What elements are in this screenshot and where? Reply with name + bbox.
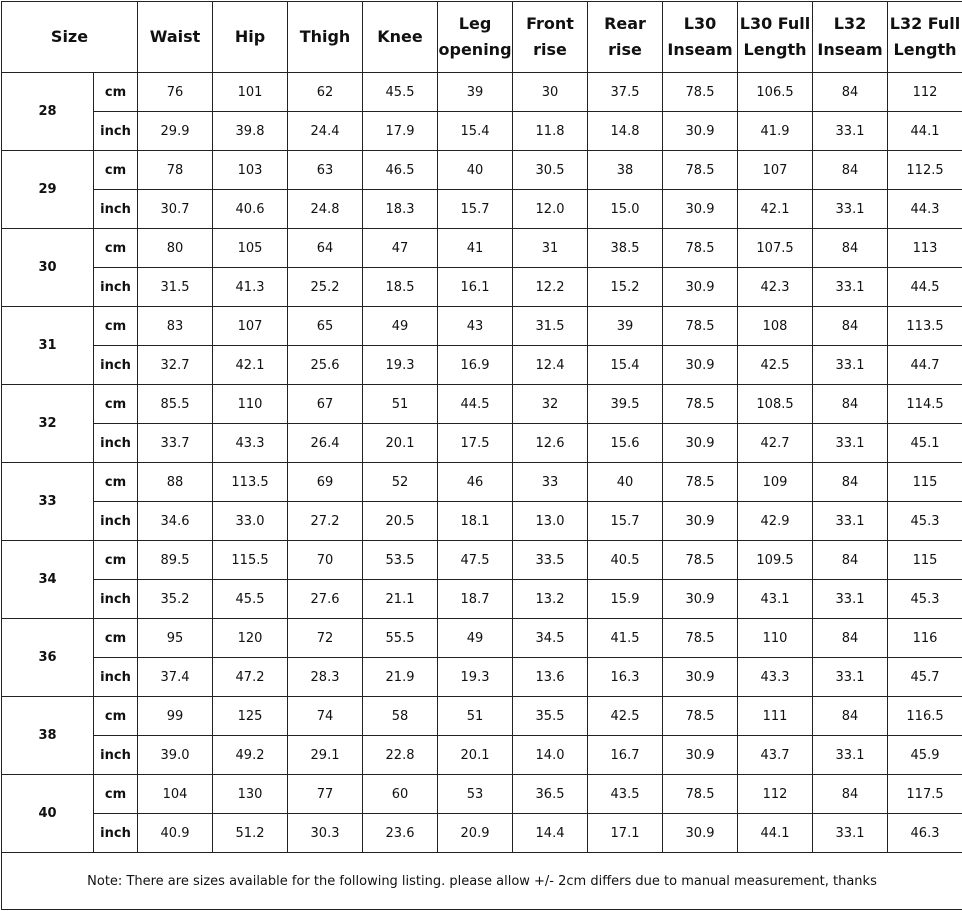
l32-inseam-cell: 84 [813, 541, 888, 580]
l32-inseam-cell: 84 [813, 619, 888, 658]
thigh-cell: 69 [288, 463, 363, 502]
hip-cell: 125 [213, 697, 288, 736]
rear-rise-cell: 40 [588, 463, 663, 502]
l30-full-length-cell: 41.9 [738, 112, 813, 151]
waist-cell: 104 [138, 775, 213, 814]
l32-inseam-cell: 33.1 [813, 580, 888, 619]
hip-cell: 39.8 [213, 112, 288, 151]
table-row [2, 541, 962, 580]
header-thigh: Thigh [288, 2, 363, 73]
l30-full-length-cell: 43.3 [738, 658, 813, 697]
header-leg-opening: Leg opening [438, 2, 513, 73]
unit-cell: inch [94, 190, 138, 229]
l30-full-length-cell: 112 [738, 775, 813, 814]
rear-rise-cell: 39.5 [588, 385, 663, 424]
header-l30-inseam: L30 Inseam [663, 2, 738, 73]
table-row [2, 424, 962, 463]
unit-cell: inch [94, 580, 138, 619]
l30-full-length-cell: 109 [738, 463, 813, 502]
unit-cell: cm [94, 385, 138, 424]
rear-rise-cell: 15.4 [588, 346, 663, 385]
thigh-cell: 74 [288, 697, 363, 736]
leg-opening-cell: 15.7 [438, 190, 513, 229]
hip-cell: 115.5 [213, 541, 288, 580]
thigh-cell: 70 [288, 541, 363, 580]
l30-full-length-cell: 44.1 [738, 814, 813, 853]
front-rise-cell: 31 [513, 229, 588, 268]
unit-cell: cm [94, 541, 138, 580]
note-text: Note: There are sizes available for the following listing. please allow +/- 2cm differs due to manual measurement, thanks [2, 853, 962, 910]
leg-opening-cell: 16.9 [438, 346, 513, 385]
front-rise-cell: 14.4 [513, 814, 588, 853]
rear-rise-cell: 40.5 [588, 541, 663, 580]
unit-cell: inch [94, 814, 138, 853]
table-row [2, 112, 962, 151]
l32-inseam-cell: 84 [813, 151, 888, 190]
front-rise-cell: 13.2 [513, 580, 588, 619]
front-rise-cell: 11.8 [513, 112, 588, 151]
unit-cell: cm [94, 73, 138, 112]
knee-cell: 21.9 [363, 658, 438, 697]
hip-cell: 47.2 [213, 658, 288, 697]
l32-full-length-cell: 44.5 [888, 268, 962, 307]
l30-inseam-cell: 78.5 [663, 541, 738, 580]
front-rise-cell: 33.5 [513, 541, 588, 580]
l32-inseam-cell: 84 [813, 73, 888, 112]
l32-full-length-cell: 112.5 [888, 151, 962, 190]
leg-opening-cell: 40 [438, 151, 513, 190]
hip-cell: 49.2 [213, 736, 288, 775]
l32-full-length-cell: 115 [888, 463, 962, 502]
front-rise-cell: 14.0 [513, 736, 588, 775]
l32-inseam-cell: 33.1 [813, 502, 888, 541]
leg-opening-cell: 39 [438, 73, 513, 112]
table-row [2, 736, 962, 775]
l32-full-length-cell: 116 [888, 619, 962, 658]
table-row [2, 229, 962, 268]
rear-rise-cell: 15.0 [588, 190, 663, 229]
l32-full-length-cell: 114.5 [888, 385, 962, 424]
l32-full-length-cell: 112 [888, 73, 962, 112]
leg-opening-cell: 16.1 [438, 268, 513, 307]
leg-opening-cell: 20.9 [438, 814, 513, 853]
l30-full-length-cell: 42.5 [738, 346, 813, 385]
front-rise-cell: 30 [513, 73, 588, 112]
thigh-cell: 29.1 [288, 736, 363, 775]
waist-cell: 30.7 [138, 190, 213, 229]
knee-cell: 20.5 [363, 502, 438, 541]
unit-cell: cm [94, 775, 138, 814]
hip-cell: 130 [213, 775, 288, 814]
knee-cell: 52 [363, 463, 438, 502]
hip-cell: 43.3 [213, 424, 288, 463]
rear-rise-cell: 16.3 [588, 658, 663, 697]
rear-rise-cell: 43.5 [588, 775, 663, 814]
l30-inseam-cell: 78.5 [663, 229, 738, 268]
l32-inseam-cell: 33.1 [813, 814, 888, 853]
l32-full-length-cell: 45.3 [888, 580, 962, 619]
l30-full-length-cell: 107.5 [738, 229, 813, 268]
l32-full-length-cell: 44.3 [888, 190, 962, 229]
waist-cell: 32.7 [138, 346, 213, 385]
l32-full-length-cell: 45.1 [888, 424, 962, 463]
header-l30-full-length: L30 Full Length [738, 2, 813, 73]
l32-full-length-cell: 46.3 [888, 814, 962, 853]
l30-full-length-cell: 43.7 [738, 736, 813, 775]
knee-cell: 60 [363, 775, 438, 814]
thigh-cell: 24.4 [288, 112, 363, 151]
thigh-cell: 24.8 [288, 190, 363, 229]
leg-opening-cell: 47.5 [438, 541, 513, 580]
knee-cell: 45.5 [363, 73, 438, 112]
table-row [2, 385, 962, 424]
unit-cell: inch [94, 658, 138, 697]
thigh-cell: 27.2 [288, 502, 363, 541]
knee-cell: 17.9 [363, 112, 438, 151]
rear-rise-cell: 37.5 [588, 73, 663, 112]
thigh-cell: 28.3 [288, 658, 363, 697]
size-cell: 36 [2, 619, 94, 697]
leg-opening-cell: 20.1 [438, 736, 513, 775]
rear-rise-cell: 38.5 [588, 229, 663, 268]
table-row [2, 268, 962, 307]
thigh-cell: 30.3 [288, 814, 363, 853]
hip-cell: 113.5 [213, 463, 288, 502]
l32-full-length-cell: 116.5 [888, 697, 962, 736]
knee-cell: 46.5 [363, 151, 438, 190]
table-row [2, 775, 962, 814]
hip-cell: 40.6 [213, 190, 288, 229]
l32-full-length-cell: 44.1 [888, 112, 962, 151]
leg-opening-cell: 44.5 [438, 385, 513, 424]
l30-inseam-cell: 78.5 [663, 775, 738, 814]
hip-cell: 110 [213, 385, 288, 424]
l30-inseam-cell: 30.9 [663, 658, 738, 697]
knee-cell: 21.1 [363, 580, 438, 619]
unit-cell: inch [94, 502, 138, 541]
size-cell: 38 [2, 697, 94, 775]
front-rise-cell: 12.6 [513, 424, 588, 463]
leg-opening-cell: 51 [438, 697, 513, 736]
knee-cell: 58 [363, 697, 438, 736]
l30-inseam-cell: 30.9 [663, 268, 738, 307]
l32-inseam-cell: 84 [813, 229, 888, 268]
unit-cell: cm [94, 463, 138, 502]
thigh-cell: 27.6 [288, 580, 363, 619]
l30-full-length-cell: 106.5 [738, 73, 813, 112]
l32-inseam-cell: 84 [813, 463, 888, 502]
l30-full-length-cell: 42.1 [738, 190, 813, 229]
hip-cell: 45.5 [213, 580, 288, 619]
l30-inseam-cell: 30.9 [663, 580, 738, 619]
l30-inseam-cell: 30.9 [663, 346, 738, 385]
leg-opening-cell: 17.5 [438, 424, 513, 463]
knee-cell: 22.8 [363, 736, 438, 775]
unit-cell: cm [94, 697, 138, 736]
rear-rise-cell: 15.7 [588, 502, 663, 541]
leg-opening-cell: 15.4 [438, 112, 513, 151]
thigh-cell: 77 [288, 775, 363, 814]
hip-cell: 105 [213, 229, 288, 268]
leg-opening-cell: 18.1 [438, 502, 513, 541]
knee-cell: 55.5 [363, 619, 438, 658]
l30-inseam-cell: 30.9 [663, 736, 738, 775]
knee-cell: 51 [363, 385, 438, 424]
unit-cell: inch [94, 424, 138, 463]
front-rise-cell: 13.6 [513, 658, 588, 697]
table-row [2, 307, 962, 346]
unit-cell: inch [94, 346, 138, 385]
thigh-cell: 67 [288, 385, 363, 424]
hip-cell: 42.1 [213, 346, 288, 385]
front-rise-cell: 31.5 [513, 307, 588, 346]
table-row [2, 697, 962, 736]
l30-inseam-cell: 30.9 [663, 112, 738, 151]
l30-full-length-cell: 110 [738, 619, 813, 658]
front-rise-cell: 34.5 [513, 619, 588, 658]
size-cell: 28 [2, 73, 94, 151]
leg-opening-cell: 53 [438, 775, 513, 814]
l30-full-length-cell: 109.5 [738, 541, 813, 580]
waist-cell: 76 [138, 73, 213, 112]
waist-cell: 35.2 [138, 580, 213, 619]
table-row [2, 619, 962, 658]
size-cell: 29 [2, 151, 94, 229]
l32-inseam-cell: 33.1 [813, 424, 888, 463]
size-cell: 40 [2, 775, 94, 853]
l32-inseam-cell: 84 [813, 775, 888, 814]
rear-rise-cell: 39 [588, 307, 663, 346]
hip-cell: 120 [213, 619, 288, 658]
hip-cell: 41.3 [213, 268, 288, 307]
l32-inseam-cell: 84 [813, 385, 888, 424]
front-rise-cell: 12.2 [513, 268, 588, 307]
header-l32-inseam: L32 Inseam [813, 2, 888, 73]
table-row [2, 73, 962, 112]
l30-full-length-cell: 42.3 [738, 268, 813, 307]
rear-rise-cell: 15.6 [588, 424, 663, 463]
thigh-cell: 65 [288, 307, 363, 346]
table-row [2, 580, 962, 619]
hip-cell: 107 [213, 307, 288, 346]
thigh-cell: 62 [288, 73, 363, 112]
waist-cell: 33.7 [138, 424, 213, 463]
waist-cell: 80 [138, 229, 213, 268]
table-row [2, 151, 962, 190]
knee-cell: 53.5 [363, 541, 438, 580]
waist-cell: 39.0 [138, 736, 213, 775]
l30-full-length-cell: 43.1 [738, 580, 813, 619]
table-row [2, 658, 962, 697]
rear-rise-cell: 17.1 [588, 814, 663, 853]
knee-cell: 18.5 [363, 268, 438, 307]
waist-cell: 29.9 [138, 112, 213, 151]
front-rise-cell: 12.4 [513, 346, 588, 385]
knee-cell: 49 [363, 307, 438, 346]
knee-cell: 18.3 [363, 190, 438, 229]
waist-cell: 31.5 [138, 268, 213, 307]
unit-cell: cm [94, 307, 138, 346]
hip-cell: 101 [213, 73, 288, 112]
table-row [2, 463, 962, 502]
leg-opening-cell: 18.7 [438, 580, 513, 619]
l32-inseam-cell: 33.1 [813, 736, 888, 775]
l32-full-length-cell: 113.5 [888, 307, 962, 346]
waist-cell: 37.4 [138, 658, 213, 697]
table-row [2, 814, 962, 853]
thigh-cell: 64 [288, 229, 363, 268]
header-knee: Knee [363, 2, 438, 73]
waist-cell: 99 [138, 697, 213, 736]
size-cell: 32 [2, 385, 94, 463]
thigh-cell: 25.6 [288, 346, 363, 385]
table-row [2, 502, 962, 541]
leg-opening-cell: 49 [438, 619, 513, 658]
waist-cell: 85.5 [138, 385, 213, 424]
unit-cell: cm [94, 619, 138, 658]
unit-cell: cm [94, 229, 138, 268]
l32-full-length-cell: 44.7 [888, 346, 962, 385]
l30-inseam-cell: 78.5 [663, 151, 738, 190]
header-hip: Hip [213, 2, 288, 73]
size-cell: 34 [2, 541, 94, 619]
l32-full-length-cell: 45.9 [888, 736, 962, 775]
rear-rise-cell: 15.9 [588, 580, 663, 619]
l30-full-length-cell: 107 [738, 151, 813, 190]
l32-inseam-cell: 33.1 [813, 112, 888, 151]
size-cell: 33 [2, 463, 94, 541]
header-row [2, 2, 962, 73]
l30-full-length-cell: 108 [738, 307, 813, 346]
size-chart-table [1, 1, 962, 910]
header-rear-rise: Rear rise [588, 2, 663, 73]
table-row [2, 190, 962, 229]
l30-inseam-cell: 78.5 [663, 385, 738, 424]
l30-inseam-cell: 78.5 [663, 73, 738, 112]
l32-inseam-cell: 33.1 [813, 190, 888, 229]
unit-cell: inch [94, 268, 138, 307]
waist-cell: 40.9 [138, 814, 213, 853]
l30-inseam-cell: 30.9 [663, 190, 738, 229]
header-front-rise: Front rise [513, 2, 588, 73]
thigh-cell: 72 [288, 619, 363, 658]
l32-inseam-cell: 84 [813, 697, 888, 736]
l30-inseam-cell: 78.5 [663, 619, 738, 658]
knee-cell: 19.3 [363, 346, 438, 385]
header-l32-full-length: L32 Full Length [888, 2, 962, 73]
l30-inseam-cell: 78.5 [663, 697, 738, 736]
rear-rise-cell: 38 [588, 151, 663, 190]
thigh-cell: 63 [288, 151, 363, 190]
leg-opening-cell: 46 [438, 463, 513, 502]
hip-cell: 33.0 [213, 502, 288, 541]
waist-cell: 83 [138, 307, 213, 346]
knee-cell: 23.6 [363, 814, 438, 853]
front-rise-cell: 32 [513, 385, 588, 424]
front-rise-cell: 36.5 [513, 775, 588, 814]
header-size: Size [2, 2, 138, 73]
front-rise-cell: 12.0 [513, 190, 588, 229]
unit-cell: inch [94, 736, 138, 775]
l30-full-length-cell: 111 [738, 697, 813, 736]
knee-cell: 47 [363, 229, 438, 268]
note-row [2, 853, 962, 910]
rear-rise-cell: 14.8 [588, 112, 663, 151]
l32-full-length-cell: 45.7 [888, 658, 962, 697]
table-row [2, 346, 962, 385]
leg-opening-cell: 43 [438, 307, 513, 346]
l30-inseam-cell: 78.5 [663, 463, 738, 502]
unit-cell: cm [94, 151, 138, 190]
waist-cell: 78 [138, 151, 213, 190]
l32-full-length-cell: 45.3 [888, 502, 962, 541]
rear-rise-cell: 41.5 [588, 619, 663, 658]
l30-full-length-cell: 42.9 [738, 502, 813, 541]
l32-full-length-cell: 117.5 [888, 775, 962, 814]
hip-cell: 103 [213, 151, 288, 190]
thigh-cell: 26.4 [288, 424, 363, 463]
waist-cell: 34.6 [138, 502, 213, 541]
l30-inseam-cell: 30.9 [663, 502, 738, 541]
l32-full-length-cell: 113 [888, 229, 962, 268]
front-rise-cell: 30.5 [513, 151, 588, 190]
l32-inseam-cell: 33.1 [813, 268, 888, 307]
waist-cell: 88 [138, 463, 213, 502]
rear-rise-cell: 42.5 [588, 697, 663, 736]
l32-inseam-cell: 33.1 [813, 658, 888, 697]
l30-inseam-cell: 78.5 [663, 307, 738, 346]
front-rise-cell: 35.5 [513, 697, 588, 736]
front-rise-cell: 13.0 [513, 502, 588, 541]
l30-full-length-cell: 42.7 [738, 424, 813, 463]
knee-cell: 20.1 [363, 424, 438, 463]
unit-cell: inch [94, 112, 138, 151]
leg-opening-cell: 41 [438, 229, 513, 268]
l30-full-length-cell: 108.5 [738, 385, 813, 424]
l32-full-length-cell: 115 [888, 541, 962, 580]
rear-rise-cell: 15.2 [588, 268, 663, 307]
leg-opening-cell: 19.3 [438, 658, 513, 697]
table-body [2, 73, 962, 853]
rear-rise-cell: 16.7 [588, 736, 663, 775]
hip-cell: 51.2 [213, 814, 288, 853]
thigh-cell: 25.2 [288, 268, 363, 307]
waist-cell: 95 [138, 619, 213, 658]
front-rise-cell: 33 [513, 463, 588, 502]
l30-inseam-cell: 30.9 [663, 814, 738, 853]
l32-inseam-cell: 84 [813, 307, 888, 346]
waist-cell: 89.5 [138, 541, 213, 580]
size-cell: 30 [2, 229, 94, 307]
size-cell: 31 [2, 307, 94, 385]
header-waist: Waist [138, 2, 213, 73]
l30-inseam-cell: 30.9 [663, 424, 738, 463]
l32-inseam-cell: 33.1 [813, 346, 888, 385]
